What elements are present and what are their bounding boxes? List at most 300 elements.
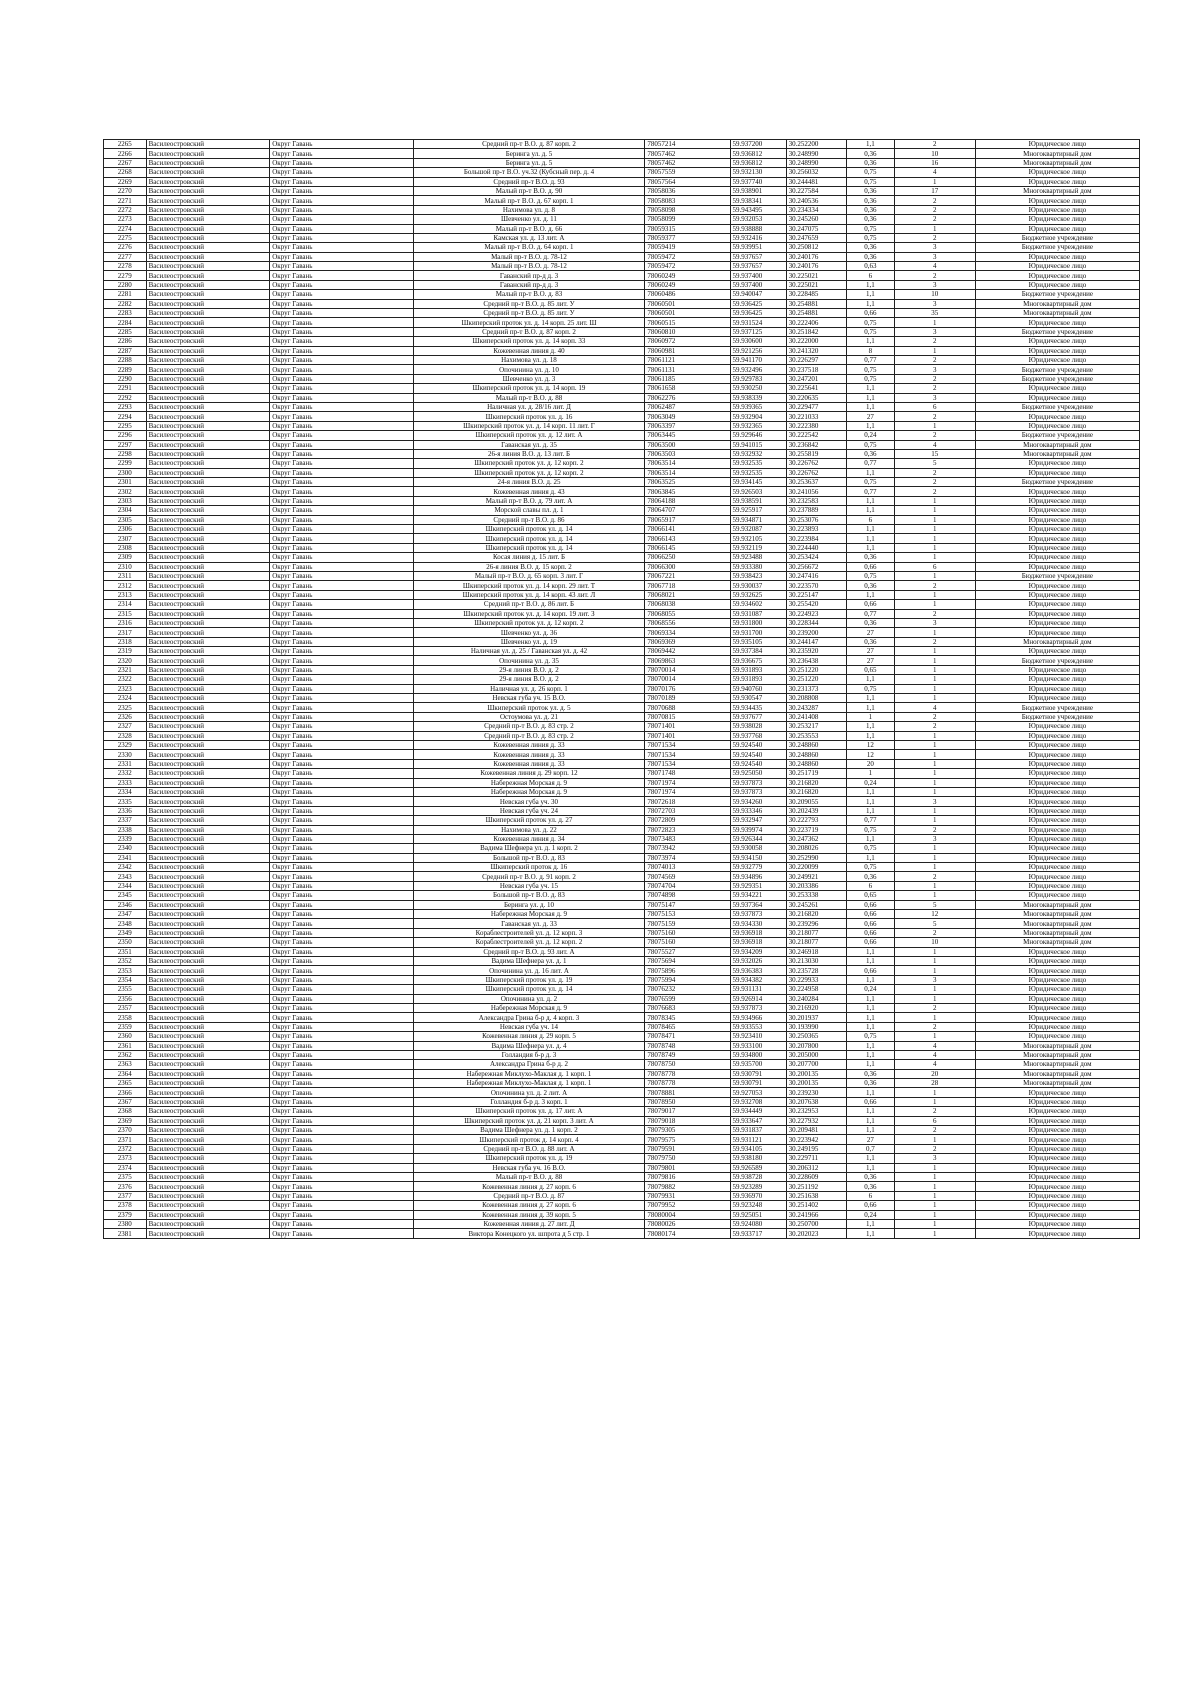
latitude-cell: 59.934602 [730, 600, 786, 609]
municipality-cell: Округ Гавань [270, 985, 413, 994]
municipality-cell: Округ Гавань [270, 769, 413, 778]
table-row [104, 374, 1140, 383]
district-cell: Василеостровский [146, 534, 270, 543]
volume-cell: 1,1 [846, 1003, 894, 1012]
longitude-cell: 30.224958 [786, 985, 846, 994]
owner-type-cell: Юридическое лицо [975, 346, 1139, 355]
table-row [104, 327, 1140, 336]
object-id-cell: 78059472 [645, 262, 730, 271]
latitude-cell: 59.932779 [730, 863, 786, 872]
table-row [104, 600, 1140, 609]
row-number: 2269 [104, 177, 147, 186]
count-cell: 3 [894, 299, 975, 308]
owner-type-cell: Юридическое лицо [975, 1097, 1139, 1106]
district-cell: Василеостровский [146, 290, 270, 299]
owner-type-cell: Многоквартирный дом [975, 158, 1139, 167]
volume-cell: 0,75 [846, 327, 894, 336]
latitude-cell: 59.938888 [730, 224, 786, 233]
owner-type-cell: Бюджетное учреждение [975, 290, 1139, 299]
count-cell: 1 [894, 956, 975, 965]
volume-cell: 0,77 [846, 487, 894, 496]
row-number: 2341 [104, 853, 147, 862]
district-cell: Василеостровский [146, 900, 270, 909]
table-row [104, 1135, 1140, 1144]
district-cell: Василеостровский [146, 1069, 270, 1078]
address-cell: Малый пр-т В.О. д. 78-12 [413, 252, 645, 261]
owner-type-cell: Юридическое лицо [975, 534, 1139, 543]
table-row [104, 271, 1140, 280]
count-cell: 2 [894, 271, 975, 280]
row-number: 2296 [104, 431, 147, 440]
owner-type-cell: Бюджетное учреждение [975, 233, 1139, 242]
row-number: 2326 [104, 712, 147, 721]
owner-type-cell: Юридическое лицо [975, 947, 1139, 956]
volume-cell: 0,36 [846, 186, 894, 195]
address-cell: Шкиперский проток ул. д. 17 лит. А [413, 1107, 645, 1116]
longitude-cell: 30.248860 [786, 741, 846, 750]
address-cell: Александра Грина б-р д. 2 [413, 1060, 645, 1069]
longitude-cell: 30.240536 [786, 196, 846, 205]
owner-type-cell: Юридическое лицо [975, 797, 1139, 806]
latitude-cell: 59.924540 [730, 759, 786, 768]
latitude-cell: 59.936812 [730, 149, 786, 158]
object-id-cell: 78078471 [645, 1032, 730, 1041]
latitude-cell: 59.930791 [730, 1079, 786, 1088]
district-cell: Василеостровский [146, 440, 270, 449]
latitude-cell: 59.937873 [730, 787, 786, 796]
count-cell: 1 [894, 506, 975, 515]
district-cell: Василеостровский [146, 844, 270, 853]
latitude-cell: 59.929351 [730, 881, 786, 890]
row-number: 2352 [104, 956, 147, 965]
district-cell: Василеостровский [146, 412, 270, 421]
municipality-cell: Округ Гавань [270, 900, 413, 909]
owner-type-cell: Многоквартирный дом [975, 309, 1139, 318]
volume-cell: 0,36 [846, 581, 894, 590]
owner-type-cell: Юридическое лицо [975, 778, 1139, 787]
latitude-cell: 59.924080 [730, 1219, 786, 1228]
object-id-cell: 78078778 [645, 1069, 730, 1078]
row-number: 2346 [104, 900, 147, 909]
owner-type-cell: Юридическое лицо [975, 816, 1139, 825]
volume-cell: 1,1 [846, 590, 894, 599]
address-cell: Набережная Морская д. 9 [413, 1003, 645, 1012]
municipality-cell: Округ Гавань [270, 694, 413, 703]
latitude-cell: 59.937768 [730, 731, 786, 740]
address-cell: Набережная Морская д. 9 [413, 778, 645, 787]
longitude-cell: 30.193990 [786, 1022, 846, 1031]
address-cell: Гаванская ул. д. 33 [413, 919, 645, 928]
owner-type-cell: Юридическое лицо [975, 280, 1139, 289]
row-number: 2365 [104, 1079, 147, 1088]
table-row [104, 731, 1140, 740]
address-cell: 26-я линия В.О. д. 13 лит. Б [413, 449, 645, 458]
longitude-cell: 30.240284 [786, 994, 846, 1003]
object-id-cell: 78066300 [645, 562, 730, 571]
longitude-cell: 30.222000 [786, 337, 846, 346]
municipality-cell: Округ Гавань [270, 355, 413, 364]
municipality-cell: Округ Гавань [270, 271, 413, 280]
row-number: 2373 [104, 1154, 147, 1163]
municipality-cell: Округ Гавань [270, 233, 413, 242]
latitude-cell: 59.943495 [730, 205, 786, 214]
municipality-cell: Округ Гавань [270, 741, 413, 750]
row-number: 2327 [104, 722, 147, 731]
owner-type-cell: Юридическое лицо [975, 468, 1139, 477]
longitude-cell: 30.229711 [786, 1154, 846, 1163]
table-row [104, 778, 1140, 787]
latitude-cell: 59.932932 [730, 449, 786, 458]
owner-type-cell: Юридическое лицо [975, 675, 1139, 684]
count-cell: 3 [894, 327, 975, 336]
address-cell: Набережная Морская д. 9 [413, 910, 645, 919]
district-cell: Василеостровский [146, 1116, 270, 1125]
municipality-cell: Округ Гавань [270, 628, 413, 637]
object-id-cell: 78075147 [645, 900, 730, 909]
municipality-cell: Округ Гавань [270, 600, 413, 609]
row-number: 2330 [104, 750, 147, 759]
district-cell: Василеостровский [146, 637, 270, 646]
municipality-cell: Округ Гавань [270, 224, 413, 233]
municipality-cell: Округ Гавань [270, 1126, 413, 1135]
address-cell: Средний пр-т В.О. д. 87 корп. 2 [413, 327, 645, 336]
municipality-cell: Округ Гавань [270, 393, 413, 402]
municipality-cell: Округ Гавань [270, 806, 413, 815]
address-cell: Малый пр-т В.О. д. 78-12 [413, 262, 645, 271]
address-cell: Шкиперский проток ул. д. 14 корп. 19 лит. З [413, 609, 645, 618]
count-cell: 2 [894, 581, 975, 590]
owner-type-cell: Юридическое лицо [975, 1219, 1139, 1228]
volume-cell: 0,77 [846, 609, 894, 618]
latitude-cell: 59.925917 [730, 506, 786, 515]
longitude-cell: 30.241320 [786, 346, 846, 355]
count-cell: 1 [894, 224, 975, 233]
table-row [104, 703, 1140, 712]
latitude-cell: 59.931893 [730, 675, 786, 684]
count-cell: 1 [894, 947, 975, 956]
count-cell: 3 [894, 618, 975, 627]
address-cell: Шкиперский проток ул. д. 12 корп. 2 [413, 618, 645, 627]
longitude-cell: 30.225021 [786, 271, 846, 280]
object-id-cell: 78070815 [645, 712, 730, 721]
longitude-cell: 30.209481 [786, 1126, 846, 1135]
address-cell: Малый пр-т В.О. д. 79 лит. А [413, 496, 645, 505]
volume-cell: 0,75 [846, 177, 894, 186]
row-number: 2317 [104, 628, 147, 637]
district-cell: Василеостровский [146, 553, 270, 562]
volume-cell: 0,75 [846, 844, 894, 853]
owner-type-cell: Юридическое лицо [975, 834, 1139, 843]
row-number: 2312 [104, 581, 147, 590]
object-id-cell: 78079305 [645, 1126, 730, 1135]
address-cell: Малый пр-т В.О. д. 88 [413, 1172, 645, 1181]
object-id-cell: 78079952 [645, 1201, 730, 1210]
count-cell: 1 [894, 525, 975, 534]
count-cell: 3 [894, 975, 975, 984]
object-id-cell: 78078345 [645, 1013, 730, 1022]
volume-cell: 12 [846, 750, 894, 759]
row-number: 2357 [104, 1003, 147, 1012]
latitude-cell: 59.932535 [730, 468, 786, 477]
table-row [104, 1116, 1140, 1125]
table-row [104, 290, 1140, 299]
latitude-cell: 59.936425 [730, 309, 786, 318]
owner-type-cell: Юридическое лицо [975, 1003, 1139, 1012]
volume-cell: 0,36 [846, 1172, 894, 1181]
table-row [104, 1154, 1140, 1163]
longitude-cell: 30.241408 [786, 712, 846, 721]
volume-cell: 1,1 [846, 797, 894, 806]
address-cell: Кожевенная линия д. 27 лит. Д [413, 1219, 645, 1228]
longitude-cell: 30.207638 [786, 1097, 846, 1106]
district-cell: Василеостровский [146, 665, 270, 674]
row-number: 2291 [104, 384, 147, 393]
longitude-cell: 30.253637 [786, 478, 846, 487]
municipality-cell: Округ Гавань [270, 534, 413, 543]
table-row [104, 722, 1140, 731]
latitude-cell: 59.932416 [730, 233, 786, 242]
object-id-cell: 78057559 [645, 168, 730, 177]
owner-type-cell: Юридическое лицо [975, 412, 1139, 421]
row-number: 2374 [104, 1163, 147, 1172]
owner-type-cell: Юридическое лицо [975, 553, 1139, 562]
latitude-cell: 59.937400 [730, 271, 786, 280]
owner-type-cell: Юридическое лицо [975, 496, 1139, 505]
latitude-cell: 59.933100 [730, 1041, 786, 1050]
district-cell: Василеостровский [146, 1022, 270, 1031]
municipality-cell: Округ Гавань [270, 1229, 413, 1238]
longitude-cell: 30.218077 [786, 928, 846, 937]
address-cell: Кожевенная линия д. 33 [413, 759, 645, 768]
table-row [104, 1107, 1140, 1116]
count-cell: 2 [894, 384, 975, 393]
object-id-cell: 78076232 [645, 985, 730, 994]
volume-cell: 1,1 [846, 731, 894, 740]
volume-cell: 1,1 [846, 694, 894, 703]
count-cell: 1 [894, 318, 975, 327]
latitude-cell: 59.939951 [730, 243, 786, 252]
latitude-cell: 59.934221 [730, 891, 786, 900]
address-cell: Большой пр-т В.О. уч.32 (Кубсный пер. д. 4 [413, 168, 645, 177]
count-cell: 3 [894, 280, 975, 289]
latitude-cell: 59.936383 [730, 966, 786, 975]
row-number: 2299 [104, 459, 147, 468]
district-cell: Василеостровский [146, 1182, 270, 1191]
longitude-cell: 30.250365 [786, 1032, 846, 1041]
row-number: 2320 [104, 656, 147, 665]
table-row [104, 1013, 1140, 1022]
longitude-cell: 30.245261 [786, 900, 846, 909]
owner-type-cell: Юридическое лицо [975, 759, 1139, 768]
volume-cell: 1,1 [846, 722, 894, 731]
address-cell: Шкиперский проток ул. д. 14 [413, 534, 645, 543]
table-row [104, 309, 1140, 318]
table-row [104, 787, 1140, 796]
address-cell: Большой пр-т В.О. д. 83 [413, 891, 645, 900]
municipality-cell: Округ Гавань [270, 947, 413, 956]
latitude-cell: 59.932053 [730, 215, 786, 224]
object-id-cell: 78074898 [645, 891, 730, 900]
municipality-cell: Округ Гавань [270, 975, 413, 984]
table-row [104, 459, 1140, 468]
table-row [104, 891, 1140, 900]
row-number: 2333 [104, 778, 147, 787]
district-cell: Василеостровский [146, 834, 270, 843]
volume-cell: 0,36 [846, 149, 894, 158]
table-row [104, 881, 1140, 890]
volume-cell: 1,1 [846, 806, 894, 815]
municipality-cell: Округ Гавань [270, 140, 413, 149]
row-number: 2329 [104, 741, 147, 750]
municipality-cell: Округ Гавань [270, 1201, 413, 1210]
address-cell: Гаванский пр-д д. 3 [413, 280, 645, 289]
object-id-cell: 78075896 [645, 966, 730, 975]
row-number: 2301 [104, 478, 147, 487]
latitude-cell: 59.934105 [730, 1144, 786, 1153]
address-cell: Малый пр-т В.О. д. 65 корп. 3 лит. Г [413, 571, 645, 580]
volume-cell: 0,65 [846, 891, 894, 900]
address-cell: Вадима Шефнера ул. д. 1 корп. 2 [413, 844, 645, 853]
address-cell: Наличная ул. д. 28/16 лит. Д [413, 402, 645, 411]
table-row [104, 1229, 1140, 1238]
address-cell: Беринга ул. д. 5 [413, 149, 645, 158]
volume-cell: 0,36 [846, 1069, 894, 1078]
volume-cell: 1,1 [846, 280, 894, 289]
owner-type-cell: Юридическое лицо [975, 741, 1139, 750]
longitude-cell: 30.222542 [786, 431, 846, 440]
owner-type-cell: Многоквартирный дом [975, 938, 1139, 947]
volume-cell: 0,24 [846, 431, 894, 440]
count-cell: 1 [894, 844, 975, 853]
municipality-cell: Округ Гавань [270, 891, 413, 900]
count-cell: 1 [894, 590, 975, 599]
count-cell: 4 [894, 440, 975, 449]
address-cell: Опочинина ул. д. 2 лит. А [413, 1088, 645, 1097]
latitude-cell: 59.937677 [730, 712, 786, 721]
row-number: 2287 [104, 346, 147, 355]
longitude-cell: 30.253076 [786, 515, 846, 524]
count-cell: 1 [894, 628, 975, 637]
count-cell: 10 [894, 938, 975, 947]
municipality-cell: Округ Гавань [270, 1022, 413, 1031]
object-id-cell: 78058036 [645, 186, 730, 195]
object-id-cell: 78057462 [645, 158, 730, 167]
row-number: 2337 [104, 816, 147, 825]
address-cell: Шкиперский проток ул. д. 14 корп. 33 [413, 337, 645, 346]
district-cell: Василеостровский [146, 684, 270, 693]
volume-cell: 0,75 [846, 571, 894, 580]
latitude-cell: 59.930250 [730, 384, 786, 393]
longitude-cell: 30.226762 [786, 459, 846, 468]
district-cell: Василеостровский [146, 1107, 270, 1116]
table-row [104, 346, 1140, 355]
count-cell: 2 [894, 722, 975, 731]
owner-type-cell: Юридическое лицо [975, 215, 1139, 224]
municipality-cell: Округ Гавань [270, 262, 413, 271]
address-cell: Шевченко ул. д. 11 [413, 215, 645, 224]
latitude-cell: 59.931121 [730, 1135, 786, 1144]
row-number: 2293 [104, 402, 147, 411]
object-id-cell: 78071534 [645, 750, 730, 759]
row-number: 2347 [104, 910, 147, 919]
latitude-cell: 59.938591 [730, 496, 786, 505]
volume-cell: 6 [846, 881, 894, 890]
row-number: 2322 [104, 675, 147, 684]
volume-cell: 1,1 [846, 506, 894, 515]
district-cell: Василеостровский [146, 1097, 270, 1106]
row-number: 2285 [104, 327, 147, 336]
longitude-cell: 30.248990 [786, 158, 846, 167]
longitude-cell: 30.223719 [786, 825, 846, 834]
address-cell: Вадима Шефнера ул. д. 4 [413, 1041, 645, 1050]
longitude-cell: 30.251402 [786, 1201, 846, 1210]
table-row [104, 741, 1140, 750]
object-id-cell: 78058099 [645, 215, 730, 224]
object-id-cell: 78060501 [645, 309, 730, 318]
object-id-cell: 78058083 [645, 196, 730, 205]
latitude-cell: 59.926914 [730, 994, 786, 1003]
count-cell: 1 [894, 346, 975, 355]
owner-type-cell: Многоквартирный дом [975, 149, 1139, 158]
district-cell: Василеостровский [146, 797, 270, 806]
latitude-cell: 59.931800 [730, 618, 786, 627]
longitude-cell: 30.256672 [786, 562, 846, 571]
count-cell: 28 [894, 1079, 975, 1088]
latitude-cell: 59.937740 [730, 177, 786, 186]
count-cell: 10 [894, 290, 975, 299]
row-number: 2303 [104, 496, 147, 505]
district-cell: Василеостровский [146, 515, 270, 524]
table-row [104, 384, 1140, 393]
longitude-cell: 30.251719 [786, 769, 846, 778]
count-cell: 35 [894, 309, 975, 318]
district-cell: Василеостровский [146, 346, 270, 355]
count-cell: 1 [894, 600, 975, 609]
table-row [104, 1210, 1140, 1219]
latitude-cell: 59.925051 [730, 1210, 786, 1219]
volume-cell: 27 [846, 1135, 894, 1144]
volume-cell: 0,36 [846, 158, 894, 167]
longitude-cell: 30.244481 [786, 177, 846, 186]
longitude-cell: 30.205000 [786, 1050, 846, 1059]
district-cell: Василеостровский [146, 1079, 270, 1088]
volume-cell: 1,1 [846, 290, 894, 299]
volume-cell: 6 [846, 515, 894, 524]
object-id-cell: 78079017 [645, 1107, 730, 1116]
longitude-cell: 30.239200 [786, 628, 846, 637]
count-cell: 1 [894, 675, 975, 684]
address-cell: Шкиперский проток ул. д. 14 [413, 543, 645, 552]
table-row [104, 280, 1140, 289]
district-cell: Василеостровский [146, 647, 270, 656]
longitude-cell: 30.206312 [786, 1163, 846, 1172]
row-number: 2339 [104, 834, 147, 843]
count-cell: 2 [894, 233, 975, 242]
district-cell: Василеостровский [146, 421, 270, 430]
longitude-cell: 30.253338 [786, 891, 846, 900]
volume-cell: 1,1 [846, 1060, 894, 1069]
longitude-cell: 30.208808 [786, 694, 846, 703]
count-cell: 3 [894, 1154, 975, 1163]
volume-cell: 1,1 [846, 1088, 894, 1097]
address-cell: Александра Грина б-р д. 4 корп. 3 [413, 1013, 645, 1022]
object-id-cell: 78078465 [645, 1022, 730, 1031]
object-id-cell: 78063445 [645, 431, 730, 440]
owner-type-cell: Юридическое лицо [975, 581, 1139, 590]
municipality-cell: Округ Гавань [270, 149, 413, 158]
district-cell: Василеостровский [146, 299, 270, 308]
object-id-cell: 78072703 [645, 806, 730, 815]
